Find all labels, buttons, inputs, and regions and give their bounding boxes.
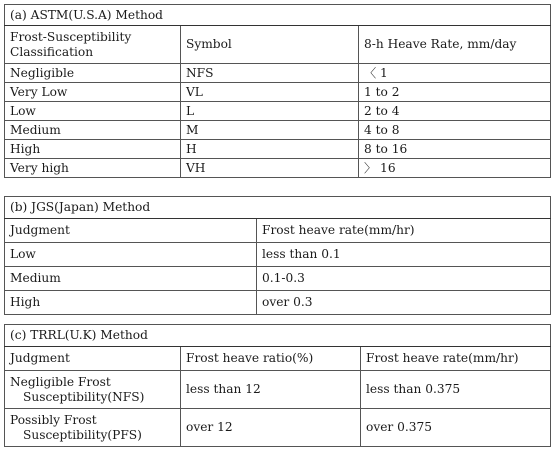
table-row — [5, 140, 551, 159]
table-row — [5, 159, 551, 178]
table-row — [5, 102, 551, 121]
table-title: (b) JGS(Japan) Method — [5, 197, 551, 219]
table-cell: 8 to 16 — [359, 140, 551, 159]
table-cell: High — [5, 140, 181, 159]
table-cell: NFS — [181, 64, 359, 83]
table-cell: High — [5, 291, 257, 315]
table-cell: 0.1-0.3 — [257, 267, 551, 291]
column-header: Frost heave ratio(%) — [181, 347, 361, 371]
table-row — [5, 371, 551, 409]
table-row — [5, 64, 551, 83]
table-cell: less than 12 — [181, 371, 361, 409]
column-header: Frost heave rate(mm/hr) — [257, 219, 551, 243]
table-cell: Low — [5, 102, 181, 121]
table-cell: 1 to 2 — [359, 83, 551, 102]
column-header: Frost heave rate(mm/hr) — [361, 347, 551, 371]
column-header: Frost-Susceptibility Classification — [5, 26, 181, 64]
table-cell: over 0.375 — [361, 409, 551, 447]
table-cell: 〈 1 — [359, 64, 551, 83]
table-cell: 〉 16 — [359, 159, 551, 178]
column-header: Judgment — [5, 347, 181, 371]
table-cell: Medium — [5, 267, 257, 291]
table-title: (a) ASTM(U.S.A) Method — [5, 5, 551, 26]
table-cell: H — [181, 140, 359, 159]
table-row — [5, 121, 551, 140]
table-cell: Negligible — [5, 64, 181, 83]
table-cell: VL — [181, 83, 359, 102]
astm-method-table — [4, 4, 551, 178]
table-cell: less than 0.375 — [361, 371, 551, 409]
table-row — [5, 291, 551, 315]
table-row — [5, 83, 551, 102]
table-row — [5, 243, 551, 267]
table-row — [5, 267, 551, 291]
table-cell: Medium — [5, 121, 181, 140]
table-cell: over 0.3 — [257, 291, 551, 315]
table-cell: Very high — [5, 159, 181, 178]
table-cell: Possibly Frost Susceptibility(PFS) — [5, 409, 181, 447]
column-header: Symbol — [181, 26, 359, 64]
table-cell: 4 to 8 — [359, 121, 551, 140]
table-cell: over 12 — [181, 409, 361, 447]
table-cell: Negligible Frost Susceptibility(NFS) — [5, 371, 181, 409]
table-cell: less than 0.1 — [257, 243, 551, 267]
table-cell: VH — [181, 159, 359, 178]
column-header: Judgment — [5, 219, 257, 243]
table-cell: Low — [5, 243, 257, 267]
trrl-method-table — [4, 324, 551, 447]
jgs-method-table — [4, 196, 551, 315]
table-cell: Very Low — [5, 83, 181, 102]
table-row — [5, 409, 551, 447]
table-cell: L — [181, 102, 359, 121]
table-cell: 2 to 4 — [359, 102, 551, 121]
table-title: (c) TRRL(U.K) Method — [5, 325, 551, 347]
table-cell: M — [181, 121, 359, 140]
column-header: 8-h Heave Rate, mm/day — [359, 26, 551, 64]
